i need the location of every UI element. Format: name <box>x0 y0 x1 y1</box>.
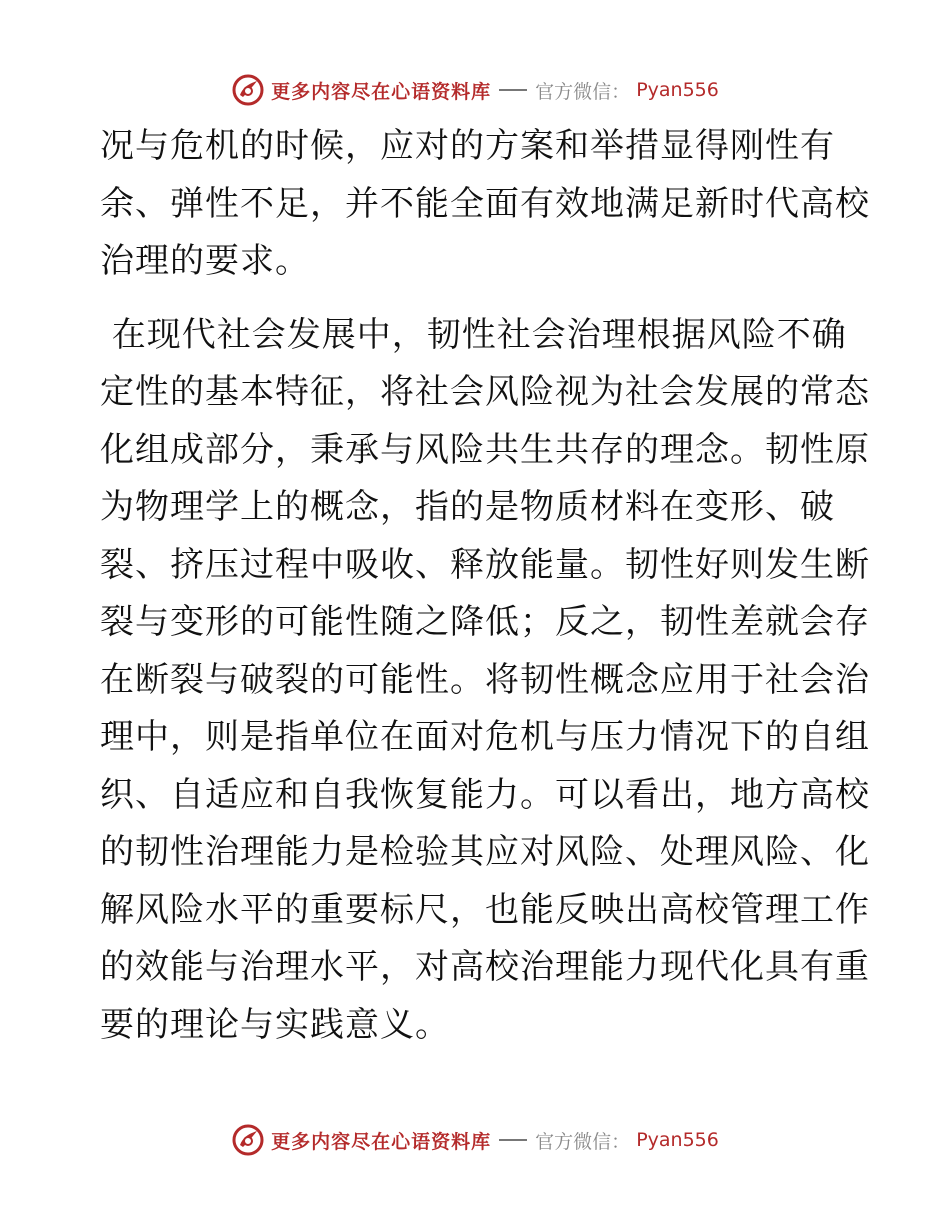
text-line: 定性的基本特征，将社会风险视为社会发展的常态 <box>100 372 870 412</box>
header-watermark <box>0 70 950 110</box>
document-body <box>100 118 870 1054</box>
text-line: 解风险水平的重要标尺，也能反映出高校管理工作 <box>100 889 870 930</box>
watermark-sub-text: 官方微信： <box>535 80 631 103</box>
text-line: 况与危机的时候，应对的方案和举措显得刚性有 <box>100 126 835 166</box>
text-line: 为物理学上的概念，指的是物质材料在变形、破 <box>100 487 835 527</box>
text-line: 的效能与治理水平，对高校治理能力现代化具有重 <box>100 947 870 987</box>
library-logo-icon <box>231 73 265 107</box>
paragraph-1 <box>100 118 870 291</box>
watermark-dash <box>499 1139 527 1141</box>
footer-watermark <box>0 1120 950 1160</box>
text-line: 余、弹性不足，并不能全面有效地满足新时代高校 <box>100 183 870 224</box>
library-logo-icon <box>231 1123 265 1157</box>
watermark-id-text: Pyan556 <box>636 1129 719 1151</box>
text-line: 在断裂与破裂的可能性。将韧性概念应用于社会治 <box>100 659 870 700</box>
text-line: 在现代社会发展中，韧性社会治理根据风险不确 <box>100 314 847 355</box>
text-line: 治理的要求。 <box>100 241 310 281</box>
text-line: 化组成部分，秉承与风险共生共存的理念。韧性原 <box>100 429 870 470</box>
watermark-main-text: 更多内容尽在心语资料库 <box>271 80 492 103</box>
text-line: 织、自适应和自我恢复能力。可以看出，地方高校 <box>100 774 870 815</box>
watermark-sub-text: 官方微信： <box>535 1130 631 1153</box>
text-line: 裂、挤压过程中吸收、释放能量。韧性好则发生断 <box>100 544 870 585</box>
text-line: 的韧性治理能力是检验其应对风险、处理风险、化 <box>100 832 870 872</box>
text-line: 裂与变形的可能性随之降低；反之，韧性差就会存 <box>100 602 870 642</box>
watermark-main-text: 更多内容尽在心语资料库 <box>271 1130 492 1153</box>
paragraph-2 <box>100 307 870 1055</box>
watermark-dash <box>499 89 527 91</box>
watermark-id-text: Pyan556 <box>636 79 719 101</box>
text-line: 要的理论与实践意义。 <box>100 1004 450 1045</box>
text-line: 理中，则是指单位在面对危机与压力情况下的自组 <box>100 717 870 757</box>
